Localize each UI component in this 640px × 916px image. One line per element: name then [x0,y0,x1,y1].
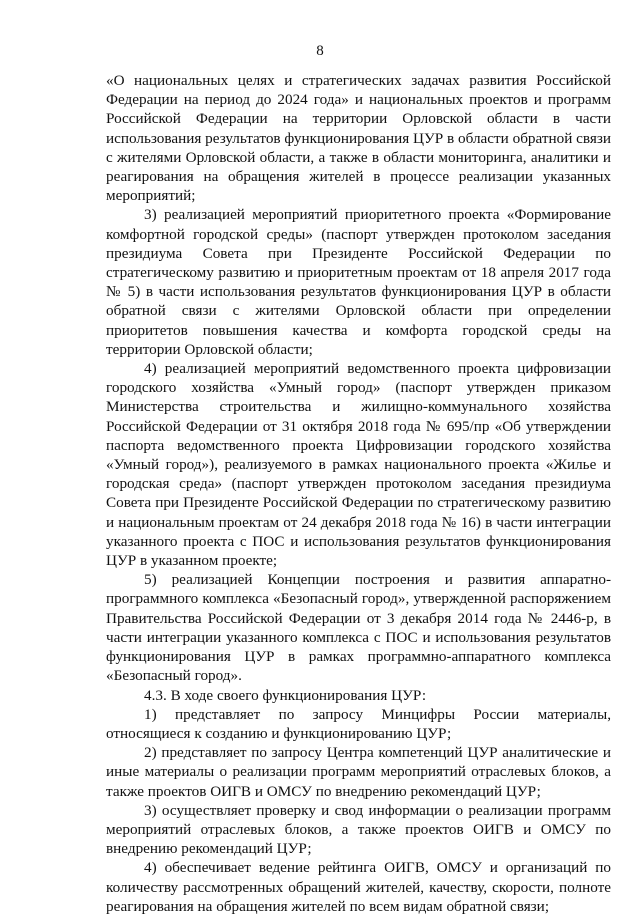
paragraph-item-4: 4) реализацией мероприятий ведомственного проекта цифровизации городского хозяйства «Умный город» (паспорт утвержден приказом Министерства строительства и жилищно-коммунального хозяйства Российской Федерации от 31 октября 2018 года № 695/пр «Об утверждении паспорта ведомственного проекта Цифровизации городского хозяйства «Умный город»), реализуемого в рамках национального проекта «Жилье и городская среда» (паспорт утвержден протоколом заседания президиума Совета при Президенте Российской Федерации по стратегическому развитию и национальным проектам от 24 декабря 2018 года № 16) в части интеграции указанного проекта с ПОС и использования результатов функционирования ЦУР в указанном проекте; [106,360,611,570]
page-number: 8 [316,43,324,59]
paragraph-duty-4: 4) обеспечивает ведение рейтинга ОИГВ, ОМСУ и организаций по количеству рассмотренных обращений жителей, качеству, скорости, полноте реагирования на обращения жителей по всем видам обратной связи; [106,859,611,915]
paragraph-duty-3: 3) осуществляет проверку и свод информации о реализации программ мероприятий отраслевых блоков, а также проектов ОИГВ и ОМСУ по внедрению рекомендаций ЦУР; [106,801,611,858]
paragraph-item-3: 3) реализацией мероприятий приоритетного проекта «Формирование комфортной городской среды» (паспорт утвержден протоколом заседания президиума Совета при Президенте Российской Федерации по стратегическому развитию и приоритетным проектам от 18 апреля 2017 года № 5) в части использования результатов функционирования ЦУР в области обратной связи с жителями Орловской области при определении приоритетов повышения качества и комфорта городской среды на территории Орловской области; [106,206,611,358]
paragraph-duty-1: 1) представляет по запросу Минцифры России материалы, относящиеся к созданию и функционированию ЦУР; [106,705,611,742]
paragraph-item-5: 5) реализацией Концепции построения и развития аппаратно-программного комплекса «Безопасный город», утвержденной распоряжением Правительства Российской Федерации от 3 декабря 2014 года № 2446-р, в части интеграции указанного комплекса с ПОС и использования результатов функционирования ЦУР в рамках программно-аппаратного комплекса «Безопасный город». [106,571,611,685]
document-body [106,71,611,916]
section-heading-4-3: 4.3. В ходе своего функционирования ЦУР: [144,686,427,704]
paragraph-continuation: «О национальных целях и стратегических задачах развития Российской Федерации на период до 2024 года» и национальных проектов и программ Российской Федерации на территории Орловской области в части использования результатов функционирования ЦУР в области обратной связи с жителями Орловской области, а также в области мониторинга, аналитики и реагирования на обращения жителей в процессе реализации указанных мероприятий; [106,72,611,205]
paragraph-duty-2: 2) представляет по запросу Центра компетенций ЦУР аналитические и иные материалы о реализации программ мероприятий отраслевых блоков, а также проектов ОИГВ и ОМСУ по внедрению рекомендаций ЦУР; [106,744,611,800]
